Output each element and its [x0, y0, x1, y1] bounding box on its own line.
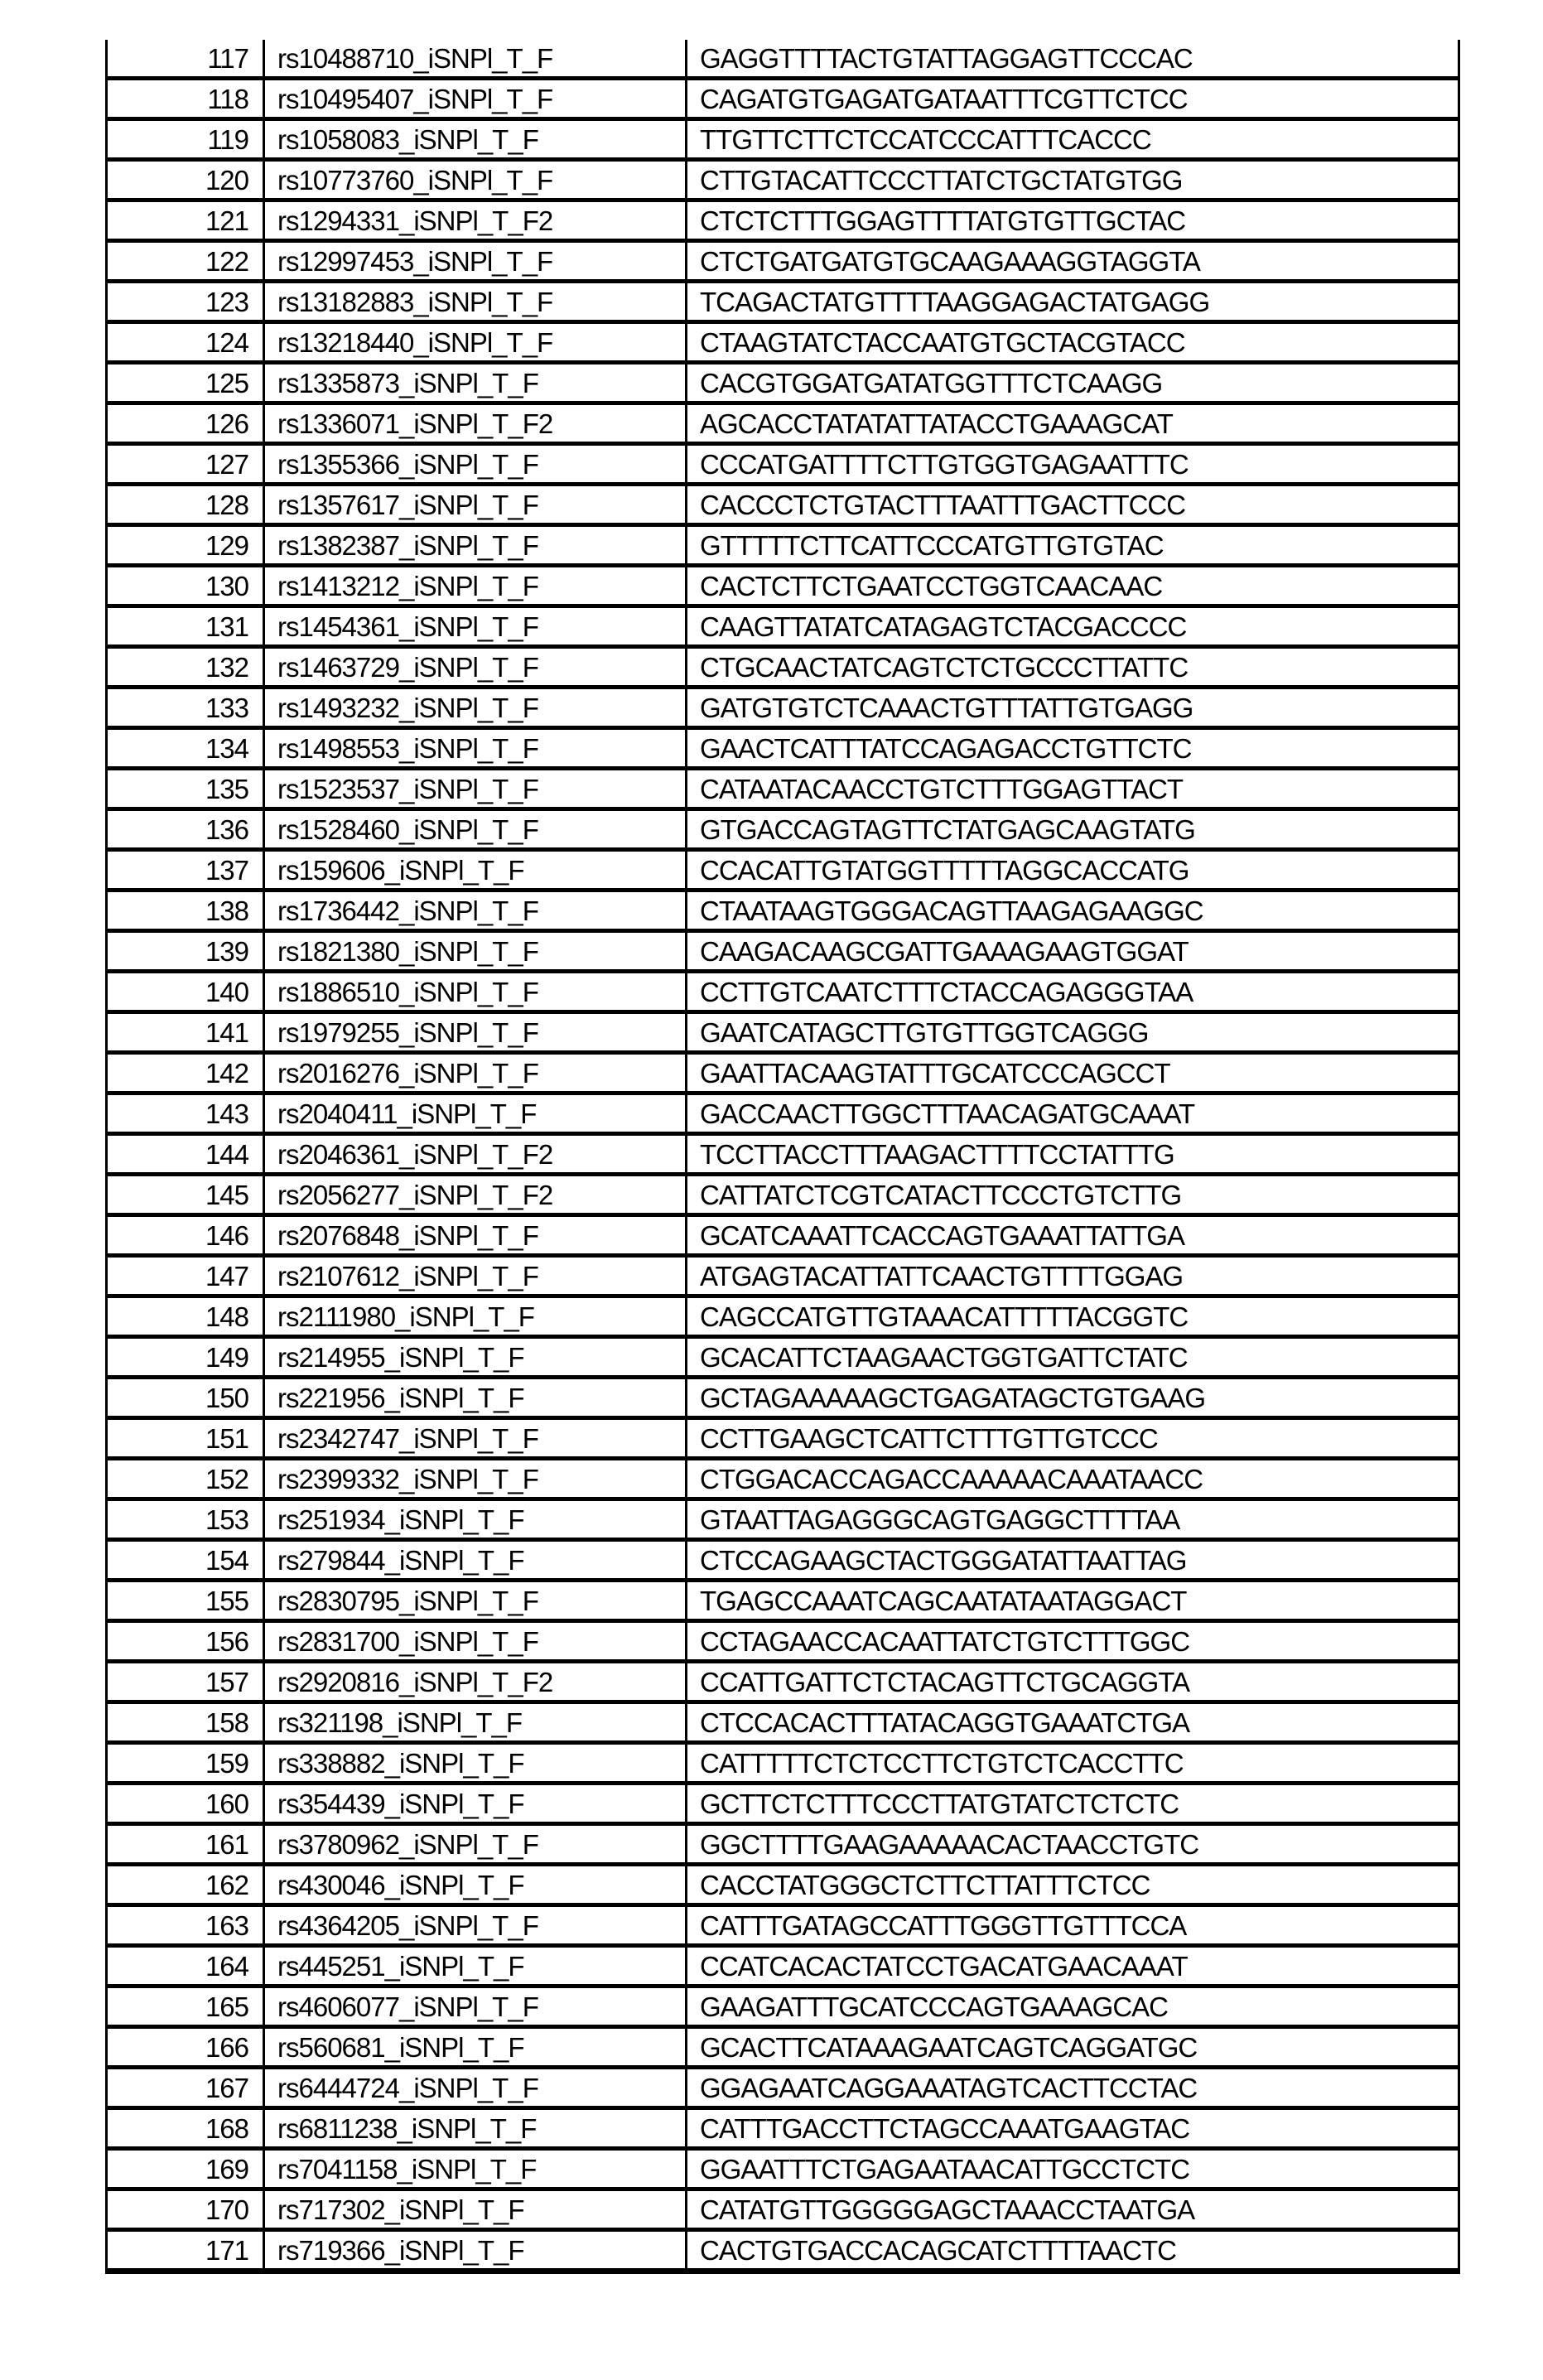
table-row [108, 1578, 1458, 1619]
sequence-cell: CACTGTGACCACAGCATCTTTTAACTC [700, 2234, 1176, 2266]
primer-id-cell: rs10495407_iSNPl_T_F [265, 80, 687, 117]
sequence-cell: CACGTGGATGATATGGTTTCTCAAGG [700, 367, 1163, 398]
sequence-cell: GCTAGAAAAAGCTGAGATAGCTGTGAAG [700, 1382, 1206, 1413]
sequence-cell: CTAATAAGTGGGACAGTTAAGAGAAGGC [700, 895, 1203, 926]
sequence-cell: CTCTCTTTGGAGTTTTATGTGTTGCTAC [700, 205, 1186, 236]
primer-id-cell: rs1528460_iSNPl_T_F [265, 811, 687, 847]
primer-id-cell: rs2076848_iSNPl_T_F [265, 1217, 687, 1253]
table-row [108, 847, 1458, 888]
row-number-cell: 165 [108, 1988, 265, 2025]
primer-id-cell: rs10773760_iSNPl_T_F [265, 162, 687, 198]
table-row [108, 1335, 1458, 1375]
primer-id-cell: rs13218440_iSNPl_T_F [265, 324, 687, 360]
row-number-cell: 125 [108, 364, 265, 401]
sequence-cell: CATTTGATAGCCATTTGGGTTGTTTCCA [700, 1909, 1187, 1941]
row-number-cell: 158 [108, 1704, 265, 1740]
table-row [108, 279, 1458, 320]
row-number-cell: 153 [108, 1501, 265, 1538]
table-row [108, 685, 1458, 726]
primer-id-cell: rs430046_iSNPl_T_F [265, 1866, 687, 1903]
primer-id-cell: rs560681_iSNPl_T_F [265, 2029, 687, 2065]
sequence-cell: GCATCAAATTCACCAGTGAAATTATTGA [700, 1219, 1184, 1251]
sequence-cell: GAATCATAGCTTGTGTTGGTCAGGG [700, 1016, 1149, 1048]
primer-id-cell: rs2830795_iSNPl_T_F [265, 1582, 687, 1619]
primer-id-cell: rs1413212_iSNPl_T_F [265, 567, 687, 604]
sequence-cell: CACTCTTCTGAATCCTGGTCAACAAC [700, 570, 1163, 601]
sequence-cell: GAATTACAAGTATTTGCATCCCAGCCT [700, 1057, 1170, 1089]
primer-id-cell: rs2056277_iSNPl_T_F2 [265, 1176, 687, 1213]
primer-id-cell: rs13182883_iSNPl_T_F [265, 283, 687, 320]
table-row [108, 2228, 1458, 2268]
primer-id-cell: rs12997453_iSNPl_T_F [265, 243, 687, 279]
primer-id-cell: rs2399332_iSNPl_T_F [265, 1460, 687, 1497]
table-row [108, 1172, 1458, 1213]
row-number-cell: 120 [108, 162, 265, 198]
row-number-cell: 132 [108, 649, 265, 685]
primer-id-cell: rs1979255_iSNPl_T_F [265, 1014, 687, 1050]
row-number-cell: 169 [108, 2151, 265, 2187]
row-number-cell: 119 [108, 121, 265, 157]
row-number-cell: 171 [108, 2232, 265, 2268]
row-number-cell: 147 [108, 1258, 265, 1294]
row-number-cell: 118 [108, 80, 265, 117]
sequence-cell: GAAGATTTGCATCCCAGTGAAAGCAC [700, 1991, 1168, 2022]
table-row [108, 807, 1458, 847]
row-number-cell: 146 [108, 1217, 265, 1253]
row-number-cell: 149 [108, 1339, 265, 1375]
sequence-cell: CTGGACACCAGACCAAAAACAAATAACC [700, 1463, 1203, 1494]
table-row [108, 2106, 1458, 2146]
sequence-cell: CCTAGAACCACAATTATCTGTCTTTGGC [700, 1625, 1190, 1657]
table-row [108, 1253, 1458, 1294]
primer-id-cell: rs1355366_iSNPl_T_F [265, 446, 687, 482]
row-number-cell: 151 [108, 1420, 265, 1456]
row-number-cell: 156 [108, 1623, 265, 1659]
primer-id-cell: rs251934_iSNPl_T_F [265, 1501, 687, 1538]
primer-id-cell: rs2111980_iSNPl_T_F [265, 1298, 687, 1335]
primer-id-cell: rs2920816_iSNPl_T_F2 [265, 1663, 687, 1700]
primer-id-cell: rs1821380_iSNPl_T_F [265, 933, 687, 969]
sequence-cell: GCACTTCATAAAGAATCAGTCAGGATGC [700, 2031, 1198, 2063]
sequence-cell: GACCAACTTGGCTTTAACAGATGCAAAT [700, 1098, 1195, 1129]
sequence-cell: GTTTTTCTTCATTCCCATGTTGTGTAC [700, 529, 1164, 561]
table-row [108, 726, 1458, 766]
sequence-cell: GTAATTAGAGGGCAGTGAGGCTTTTAA [700, 1504, 1180, 1535]
row-number-cell: 123 [108, 283, 265, 320]
row-number-cell: 166 [108, 2029, 265, 2065]
sequence-cell: CTGCAACTATCAGTCTCTGCCCTTATTC [700, 651, 1189, 683]
row-number-cell: 145 [108, 1176, 265, 1213]
row-number-cell: 131 [108, 608, 265, 644]
table-row [108, 888, 1458, 929]
row-number-cell: 139 [108, 933, 265, 969]
table-row [108, 1903, 1458, 1943]
table-row [108, 1700, 1458, 1740]
primer-id-cell: rs719366_iSNPl_T_F [265, 2232, 687, 2268]
primer-id-cell: rs2040411_iSNPl_T_F [265, 1095, 687, 1132]
row-number-cell: 150 [108, 1379, 265, 1416]
primer-id-cell: rs1357617_iSNPl_T_F [265, 486, 687, 523]
sequence-cell: GGAATTTCTGAGAATAACATTGCCTCTC [700, 2153, 1190, 2184]
table-row [108, 2187, 1458, 2228]
primer-id-cell: rs6444724_iSNPl_T_F [265, 2069, 687, 2106]
sequence-cell: GCACATTCTAAGAACTGGTGATTCTATC [700, 1341, 1188, 1373]
sequence-cell: CTCCAGAAGCTACTGGGATATTAATTAG [700, 1544, 1187, 1576]
sequence-cell: CCATCACACTATCCTGACATGAACAAAT [700, 1950, 1188, 1982]
row-number-cell: 134 [108, 730, 265, 766]
table-row [108, 644, 1458, 685]
primer-id-cell: rs159606_iSNPl_T_F [265, 852, 687, 888]
table-row [108, 40, 1458, 76]
row-number-cell: 121 [108, 202, 265, 239]
table-row [108, 523, 1458, 563]
primer-id-cell: rs2342747_iSNPl_T_F [265, 1420, 687, 1456]
sequence-cell: CATAATACAACCTGTCTTTGGAGTTACT [700, 773, 1184, 804]
primer-id-cell: rs1454361_iSNPl_T_F [265, 608, 687, 644]
table-row [108, 1984, 1458, 2025]
table-row [108, 1375, 1458, 1416]
primer-id-cell: rs279844_iSNPl_T_F [265, 1542, 687, 1578]
table-row [108, 442, 1458, 482]
row-number-cell: 136 [108, 811, 265, 847]
primer-id-cell: rs321198_iSNPl_T_F [265, 1704, 687, 1740]
sequence-cell: GAACTCATTTATCCAGAGACCTGTTCTC [700, 732, 1192, 764]
table-row [108, 563, 1458, 604]
sequence-cell: CAAGACAAGCGATTGAAAGAAGTGGAT [700, 935, 1189, 967]
row-number-cell: 129 [108, 527, 265, 563]
row-number-cell: 152 [108, 1460, 265, 1497]
sequence-cell: TTGTTCTTCTCCATCCCATTTCACCC [700, 123, 1151, 155]
table-row [108, 401, 1458, 442]
sequence-cell: TCAGACTATGTTTTAAGGAGACTATGAGG [700, 286, 1210, 317]
table-row [108, 1294, 1458, 1335]
table-row [108, 1619, 1458, 1659]
sequence-cell: GATGTGTCTCAAACTGTTTATTGTGAGG [700, 692, 1193, 723]
table-row [108, 482, 1458, 523]
row-number-cell: 130 [108, 567, 265, 604]
row-number-cell: 124 [108, 324, 265, 360]
primer-table [105, 40, 1460, 2274]
row-number-cell: 167 [108, 2069, 265, 2106]
primer-id-cell: rs1382387_iSNPl_T_F [265, 527, 687, 563]
primer-id-cell: rs6811238_iSNPl_T_F [265, 2110, 687, 2146]
primer-id-cell: rs2046361_iSNPl_T_F2 [265, 1136, 687, 1172]
table-row [108, 320, 1458, 360]
primer-id-cell: rs1294331_iSNPl_T_F2 [265, 202, 687, 239]
row-number-cell: 128 [108, 486, 265, 523]
primer-id-cell: rs10488710_iSNPl_T_F [265, 40, 687, 76]
primer-id-cell: rs214955_iSNPl_T_F [265, 1339, 687, 1375]
table-row [108, 1416, 1458, 1456]
sequence-cell: CATTTTTCTCTCCTTCTGTCTCACCTTC [700, 1747, 1184, 1779]
row-number-cell: 133 [108, 689, 265, 726]
primer-id-cell: rs1736442_iSNPl_T_F [265, 892, 687, 929]
primer-id-cell: rs2016276_iSNPl_T_F [265, 1055, 687, 1091]
row-number-cell: 117 [108, 40, 265, 76]
table-row [108, 1091, 1458, 1132]
primer-id-cell: rs1523537_iSNPl_T_F [265, 770, 687, 807]
table-row [108, 1213, 1458, 1253]
table-row [108, 76, 1458, 117]
table-row [108, 1132, 1458, 1172]
table-row [108, 1740, 1458, 1781]
table-row [108, 360, 1458, 401]
table-row [108, 157, 1458, 198]
row-number-cell: 126 [108, 405, 265, 442]
row-number-cell: 159 [108, 1745, 265, 1781]
row-number-cell: 161 [108, 1826, 265, 1862]
primer-id-cell: rs221956_iSNPl_T_F [265, 1379, 687, 1416]
sequence-cell: TCCTTACCTTTAAGACTTTTCCTATTTG [700, 1138, 1174, 1170]
sequence-cell: CCACATTGTATGGTTTTTAGGCACCATG [700, 854, 1189, 886]
sequence-cell: CCATTGATTCTCTACAGTTCTGCAGGTA [700, 1666, 1190, 1697]
sequence-cell: CACCTATGGGCTCTTCTTATTTCTCC [700, 1869, 1150, 1900]
row-number-cell: 155 [108, 1582, 265, 1619]
sequence-cell: CAAGTTATATCATAGAGTCTACGACCCC [700, 611, 1187, 642]
row-number-cell: 154 [108, 1542, 265, 1578]
primer-id-cell: rs1335873_iSNPl_T_F [265, 364, 687, 401]
row-number-cell: 141 [108, 1014, 265, 1050]
table-row [108, 2146, 1458, 2187]
primer-id-cell: rs1886510_iSNPl_T_F [265, 973, 687, 1010]
sequence-cell: GTGACCAGTAGTTCTATGAGCAAGTATG [700, 813, 1195, 845]
table-row [108, 1497, 1458, 1538]
table-row [108, 239, 1458, 279]
table-row [108, 1010, 1458, 1050]
primer-id-cell: rs717302_iSNPl_T_F [265, 2191, 687, 2228]
sequence-cell: CAGCCATGTTGTAAACATTTTTACGGTC [700, 1301, 1189, 1332]
sequence-cell: GCTTCTCTTTCCCTTATGTATCTCTCTC [700, 1788, 1179, 1819]
primer-id-cell: rs1336071_iSNPl_T_F2 [265, 405, 687, 442]
sequence-cell: CTCTGATGATGTGCAAGAAAGGTAGGTA [700, 245, 1200, 277]
primer-id-cell: rs2831700_iSNPl_T_F [265, 1623, 687, 1659]
sequence-cell: CATTTGACCTTCTAGCCAAATGAAGTAC [700, 2112, 1190, 2144]
primer-id-cell: rs2107612_iSNPl_T_F [265, 1258, 687, 1294]
primer-id-cell: rs1493232_iSNPl_T_F [265, 689, 687, 726]
sequence-cell: GGAGAATCAGGAAATAGTCACTTCCTAC [700, 2072, 1198, 2103]
sequence-cell: GGCTTTTGAAGAAAAACACTAACCTGTC [700, 1828, 1199, 1860]
row-number-cell: 144 [108, 1136, 265, 1172]
sequence-cell: AGCACCTATATATTATACCTGAAAGCAT [700, 408, 1173, 439]
sequence-cell: CCCATGATTTTCTTGTGGTGAGAATTTC [700, 448, 1189, 480]
sequence-cell: CACCCTCTGTACTTTAATTTGACTTCCC [700, 489, 1186, 520]
table-row [108, 929, 1458, 969]
primer-id-cell: rs3780962_iSNPl_T_F [265, 1826, 687, 1862]
sequence-cell: CTTGTACATTCCCTTATCTGCTATGTGG [700, 164, 1183, 196]
table-row [108, 1822, 1458, 1862]
primer-id-cell: rs1463729_iSNPl_T_F [265, 649, 687, 685]
table-row [108, 2065, 1458, 2106]
table-row [108, 604, 1458, 644]
row-number-cell: 163 [108, 1907, 265, 1943]
table-row [108, 766, 1458, 807]
table-row [108, 2025, 1458, 2065]
row-number-cell: 164 [108, 1948, 265, 1984]
table-row [108, 1659, 1458, 1700]
sequence-cell: CCTTGTCAATCTTTCTACCAGAGGGTAA [700, 976, 1193, 1007]
row-number-cell: 157 [108, 1663, 265, 1700]
table-row [108, 1050, 1458, 1091]
table-row [108, 1538, 1458, 1578]
row-number-cell: 122 [108, 243, 265, 279]
row-number-cell: 148 [108, 1298, 265, 1335]
table-row [108, 117, 1458, 157]
primer-id-cell: rs4364205_iSNPl_T_F [265, 1907, 687, 1943]
row-number-cell: 138 [108, 892, 265, 929]
primer-id-cell: rs1058083_iSNPl_T_F [265, 121, 687, 157]
table-row [108, 969, 1458, 1010]
sequence-cell: ATGAGTACATTATTCAACTGTTTTGGAG [700, 1260, 1184, 1291]
sequence-cell: CATTATCTCGTCATACTTCCCTGTCTTG [700, 1179, 1182, 1210]
table-row [108, 1781, 1458, 1822]
row-number-cell: 160 [108, 1785, 265, 1822]
sequence-cell: CTCCACACTTTATACAGGTGAAATCTGA [700, 1707, 1190, 1738]
table-row [108, 1456, 1458, 1497]
table-row [108, 1943, 1458, 1984]
primer-id-cell: rs354439_iSNPl_T_F [265, 1785, 687, 1822]
row-number-cell: 162 [108, 1866, 265, 1903]
row-number-cell: 168 [108, 2110, 265, 2146]
sequence-cell: CCTTGAAGCTCATTCTTTGTTGTCCC [700, 1422, 1158, 1454]
row-number-cell: 137 [108, 852, 265, 888]
primer-id-cell: rs338882_iSNPl_T_F [265, 1745, 687, 1781]
primer-id-cell: rs445251_iSNPl_T_F [265, 1948, 687, 1984]
row-number-cell: 170 [108, 2191, 265, 2228]
table-row [108, 198, 1458, 239]
sequence-cell: TGAGCCAAATCAGCAATATAATAGGACT [700, 1585, 1187, 1616]
row-number-cell: 142 [108, 1055, 265, 1091]
sequence-cell: CAGATGTGAGATGATAATTTCGTTCTCC [700, 83, 1188, 114]
row-number-cell: 127 [108, 446, 265, 482]
row-number-cell: 135 [108, 770, 265, 807]
sequence-cell: CTAAGTATCTACCAATGTGCTACGTACC [700, 326, 1185, 358]
sequence-cell: CATATGTTGGGGGAGCTAAACCTAATGA [700, 2194, 1195, 2225]
row-number-cell: 143 [108, 1095, 265, 1132]
sequence-cell: GAGGTTTTACTGTATTAGGAGTTCCCAC [700, 42, 1193, 74]
table-row [108, 1862, 1458, 1903]
primer-id-cell: rs7041158_iSNPl_T_F [265, 2151, 687, 2187]
primer-id-cell: rs1498553_iSNPl_T_F [265, 730, 687, 766]
row-number-cell: 140 [108, 973, 265, 1010]
primer-id-cell: rs4606077_iSNPl_T_F [265, 1988, 687, 2025]
